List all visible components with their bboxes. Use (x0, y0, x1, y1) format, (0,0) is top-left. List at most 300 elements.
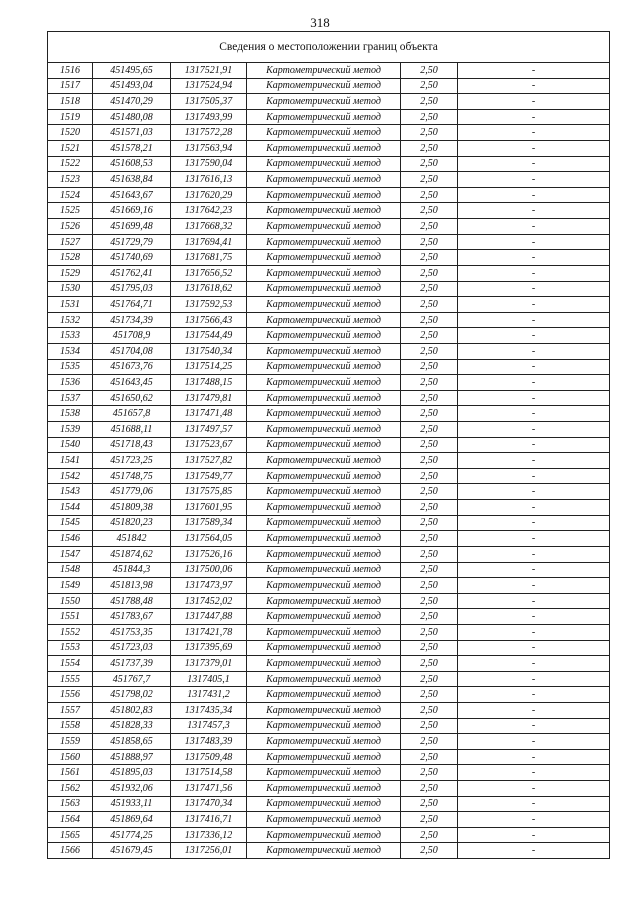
accuracy-cell: 2,50 (401, 265, 458, 281)
point-number-cell: 1529 (48, 265, 93, 281)
y-coordinate-cell: 1317681,75 (171, 250, 247, 266)
x-coordinate-cell: 451740,69 (93, 250, 171, 266)
x-coordinate-cell: 451788,48 (93, 593, 171, 609)
description-cell: - (458, 843, 610, 859)
x-coordinate-cell: 451650,62 (93, 390, 171, 406)
point-number-cell: 1535 (48, 359, 93, 375)
y-coordinate-cell: 1317435,34 (171, 702, 247, 718)
method-cell: Картометрический метод (247, 141, 401, 157)
point-number-cell: 1564 (48, 812, 93, 828)
x-coordinate-cell: 451493,04 (93, 78, 171, 94)
point-number-cell: 1562 (48, 781, 93, 797)
method-cell: Картометрический метод (247, 94, 401, 110)
y-coordinate-cell: 1317379,01 (171, 656, 247, 672)
x-coordinate-cell: 451842 (93, 531, 171, 547)
accuracy-cell: 2,50 (401, 484, 458, 500)
x-coordinate-cell: 451809,38 (93, 500, 171, 516)
method-cell: Картометрический метод (247, 250, 401, 266)
method-cell: Картометрический метод (247, 702, 401, 718)
x-coordinate-cell: 451495,65 (93, 63, 171, 79)
x-coordinate-cell: 451753,35 (93, 624, 171, 640)
accuracy-cell: 2,50 (401, 141, 458, 157)
table-row (48, 718, 610, 734)
point-number-cell: 1561 (48, 765, 93, 781)
method-cell: Картометрический метод (247, 546, 401, 562)
table-row (48, 406, 610, 422)
point-number-cell: 1518 (48, 94, 93, 110)
accuracy-cell: 2,50 (401, 796, 458, 812)
y-coordinate-cell: 1317642,23 (171, 203, 247, 219)
accuracy-cell: 2,50 (401, 375, 458, 391)
table-row (48, 734, 610, 750)
accuracy-cell: 2,50 (401, 156, 458, 172)
point-number-cell: 1548 (48, 562, 93, 578)
description-cell: - (458, 500, 610, 516)
table-row (48, 281, 610, 297)
accuracy-cell: 2,50 (401, 468, 458, 484)
table-row (48, 328, 610, 344)
description-cell: - (458, 687, 610, 703)
point-number-cell: 1559 (48, 734, 93, 750)
table-row (48, 297, 610, 313)
description-cell: - (458, 812, 610, 828)
point-number-cell: 1522 (48, 156, 93, 172)
y-coordinate-cell: 1317473,97 (171, 578, 247, 594)
table-row (48, 484, 610, 500)
accuracy-cell: 2,50 (401, 63, 458, 79)
table-row (48, 78, 610, 94)
x-coordinate-cell: 451798,02 (93, 687, 171, 703)
table-row (48, 765, 610, 781)
point-number-cell: 1566 (48, 843, 93, 859)
description-cell: - (458, 265, 610, 281)
y-coordinate-cell: 1317540,34 (171, 343, 247, 359)
method-cell: Картометрический метод (247, 109, 401, 125)
y-coordinate-cell: 1317523,67 (171, 437, 247, 453)
description-cell: - (458, 343, 610, 359)
y-coordinate-cell: 1317514,58 (171, 765, 247, 781)
x-coordinate-cell: 451571,03 (93, 125, 171, 141)
point-number-cell: 1519 (48, 109, 93, 125)
x-coordinate-cell: 451699,48 (93, 219, 171, 235)
point-number-cell: 1526 (48, 219, 93, 235)
table-row (48, 624, 610, 640)
accuracy-cell: 2,50 (401, 500, 458, 516)
accuracy-cell: 2,50 (401, 578, 458, 594)
point-number-cell: 1557 (48, 702, 93, 718)
x-coordinate-cell: 451673,76 (93, 359, 171, 375)
x-coordinate-cell: 451643,45 (93, 375, 171, 391)
description-cell: - (458, 422, 610, 438)
point-number-cell: 1546 (48, 531, 93, 547)
y-coordinate-cell: 1317566,43 (171, 312, 247, 328)
x-coordinate-cell: 451470,29 (93, 94, 171, 110)
y-coordinate-cell: 1317575,85 (171, 484, 247, 500)
description-cell: - (458, 172, 610, 188)
accuracy-cell: 2,50 (401, 125, 458, 141)
x-coordinate-cell: 451795,03 (93, 281, 171, 297)
x-coordinate-cell: 451762,41 (93, 265, 171, 281)
boundary-coordinates-table (47, 31, 609, 859)
x-coordinate-cell: 451638,84 (93, 172, 171, 188)
y-coordinate-cell: 1317549,77 (171, 468, 247, 484)
description-cell: - (458, 219, 610, 235)
point-number-cell: 1524 (48, 187, 93, 203)
method-cell: Картометрический метод (247, 515, 401, 531)
y-coordinate-cell: 1317524,94 (171, 78, 247, 94)
table-row (48, 609, 610, 625)
point-number-cell: 1563 (48, 796, 93, 812)
point-number-cell: 1554 (48, 656, 93, 672)
table-row (48, 109, 610, 125)
table-row (48, 390, 610, 406)
x-coordinate-cell: 451578,21 (93, 141, 171, 157)
y-coordinate-cell: 1317416,71 (171, 812, 247, 828)
x-coordinate-cell: 451723,03 (93, 640, 171, 656)
point-number-cell: 1521 (48, 141, 93, 157)
y-coordinate-cell: 1317618,62 (171, 281, 247, 297)
table-row (48, 546, 610, 562)
point-number-cell: 1558 (48, 718, 93, 734)
table-row (48, 343, 610, 359)
method-cell: Картометрический метод (247, 593, 401, 609)
description-cell: - (458, 156, 610, 172)
point-number-cell: 1532 (48, 312, 93, 328)
method-cell: Картометрический метод (247, 749, 401, 765)
table-body (48, 63, 610, 859)
accuracy-cell: 2,50 (401, 203, 458, 219)
accuracy-cell: 2,50 (401, 343, 458, 359)
method-cell: Картометрический метод (247, 843, 401, 859)
accuracy-cell: 2,50 (401, 718, 458, 734)
x-coordinate-cell: 451783,67 (93, 609, 171, 625)
point-number-cell: 1544 (48, 500, 93, 516)
description-cell: - (458, 437, 610, 453)
y-coordinate-cell: 1317668,32 (171, 219, 247, 235)
description-cell: - (458, 718, 610, 734)
description-cell: - (458, 796, 610, 812)
table-row (48, 843, 610, 859)
method-cell: Картометрический метод (247, 468, 401, 484)
point-number-cell: 1530 (48, 281, 93, 297)
accuracy-cell: 2,50 (401, 422, 458, 438)
point-number-cell: 1517 (48, 78, 93, 94)
x-coordinate-cell: 451779,06 (93, 484, 171, 500)
description-cell: - (458, 515, 610, 531)
point-number-cell: 1525 (48, 203, 93, 219)
description-cell: - (458, 375, 610, 391)
y-coordinate-cell: 1317526,16 (171, 546, 247, 562)
description-cell: - (458, 562, 610, 578)
y-coordinate-cell: 1317563,94 (171, 141, 247, 157)
y-coordinate-cell: 1317488,15 (171, 375, 247, 391)
description-cell: - (458, 546, 610, 562)
method-cell: Картометрический метод (247, 562, 401, 578)
table-row (48, 796, 610, 812)
table-row (48, 671, 610, 687)
method-cell: Картометрический метод (247, 734, 401, 750)
y-coordinate-cell: 1317564,05 (171, 531, 247, 547)
y-coordinate-cell: 1317620,29 (171, 187, 247, 203)
y-coordinate-cell: 1317601,95 (171, 500, 247, 516)
accuracy-cell: 2,50 (401, 78, 458, 94)
x-coordinate-cell: 451748,75 (93, 468, 171, 484)
y-coordinate-cell: 1317500,06 (171, 562, 247, 578)
table-row (48, 234, 610, 250)
table-row (48, 265, 610, 281)
table-caption: Сведения о местоположении границ объекта (48, 32, 610, 63)
method-cell: Картометрический метод (247, 624, 401, 640)
x-coordinate-cell: 451828,33 (93, 718, 171, 734)
table-row (48, 468, 610, 484)
method-cell: Картометрический метод (247, 281, 401, 297)
point-number-cell: 1555 (48, 671, 93, 687)
description-cell: - (458, 734, 610, 750)
description-cell: - (458, 359, 610, 375)
method-cell: Картометрический метод (247, 187, 401, 203)
table-row (48, 187, 610, 203)
table-row (48, 219, 610, 235)
point-number-cell: 1539 (48, 422, 93, 438)
x-coordinate-cell: 451933,11 (93, 796, 171, 812)
method-cell: Картометрический метод (247, 390, 401, 406)
y-coordinate-cell: 1317509,48 (171, 749, 247, 765)
accuracy-cell: 2,50 (401, 359, 458, 375)
accuracy-cell: 2,50 (401, 702, 458, 718)
description-cell: - (458, 406, 610, 422)
point-number-cell: 1560 (48, 749, 93, 765)
accuracy-cell: 2,50 (401, 437, 458, 453)
y-coordinate-cell: 1317656,52 (171, 265, 247, 281)
y-coordinate-cell: 1317479,81 (171, 390, 247, 406)
description-cell: - (458, 141, 610, 157)
accuracy-cell: 2,50 (401, 109, 458, 125)
y-coordinate-cell: 1317471,56 (171, 781, 247, 797)
accuracy-cell: 2,50 (401, 640, 458, 656)
x-coordinate-cell: 451679,45 (93, 843, 171, 859)
x-coordinate-cell: 451480,08 (93, 109, 171, 125)
y-coordinate-cell: 1317497,57 (171, 422, 247, 438)
description-cell: - (458, 593, 610, 609)
method-cell: Картометрический метод (247, 172, 401, 188)
method-cell: Картометрический метод (247, 422, 401, 438)
y-coordinate-cell: 1317395,69 (171, 640, 247, 656)
description-cell: - (458, 390, 610, 406)
accuracy-cell: 2,50 (401, 624, 458, 640)
method-cell: Картометрический метод (247, 640, 401, 656)
accuracy-cell: 2,50 (401, 827, 458, 843)
method-cell: Картометрический метод (247, 671, 401, 687)
description-cell: - (458, 94, 610, 110)
description-cell: - (458, 328, 610, 344)
point-number-cell: 1520 (48, 125, 93, 141)
x-coordinate-cell: 451708,9 (93, 328, 171, 344)
accuracy-cell: 2,50 (401, 749, 458, 765)
accuracy-cell: 2,50 (401, 843, 458, 859)
method-cell: Картометрический метод (247, 156, 401, 172)
y-coordinate-cell: 1317521,91 (171, 63, 247, 79)
method-cell: Картометрический метод (247, 578, 401, 594)
point-number-cell: 1556 (48, 687, 93, 703)
y-coordinate-cell: 1317572,28 (171, 125, 247, 141)
accuracy-cell: 2,50 (401, 312, 458, 328)
point-number-cell: 1531 (48, 297, 93, 313)
x-coordinate-cell: 451729,79 (93, 234, 171, 250)
description-cell: - (458, 297, 610, 313)
method-cell: Картометрический метод (247, 796, 401, 812)
accuracy-cell: 2,50 (401, 546, 458, 562)
y-coordinate-cell: 1317694,41 (171, 234, 247, 250)
method-cell: Картометрический метод (247, 437, 401, 453)
x-coordinate-cell: 451704,08 (93, 343, 171, 359)
x-coordinate-cell: 451802,83 (93, 702, 171, 718)
x-coordinate-cell: 451813,98 (93, 578, 171, 594)
description-cell: - (458, 187, 610, 203)
description-cell: - (458, 656, 610, 672)
point-number-cell: 1534 (48, 343, 93, 359)
table-row (48, 578, 610, 594)
point-number-cell: 1538 (48, 406, 93, 422)
description-cell: - (458, 609, 610, 625)
point-number-cell: 1516 (48, 63, 93, 79)
accuracy-cell: 2,50 (401, 765, 458, 781)
description-cell: - (458, 63, 610, 79)
x-coordinate-cell: 451767,7 (93, 671, 171, 687)
description-cell: - (458, 624, 610, 640)
y-coordinate-cell: 1317590,04 (171, 156, 247, 172)
point-number-cell: 1537 (48, 390, 93, 406)
point-number-cell: 1527 (48, 234, 93, 250)
accuracy-cell: 2,50 (401, 812, 458, 828)
table-row (48, 656, 610, 672)
table-row (48, 94, 610, 110)
table-row (48, 250, 610, 266)
method-cell: Картометрический метод (247, 125, 401, 141)
method-cell: Картометрический метод (247, 203, 401, 219)
description-cell: - (458, 827, 610, 843)
point-number-cell: 1549 (48, 578, 93, 594)
description-cell: - (458, 640, 610, 656)
table-row (48, 141, 610, 157)
method-cell: Картометрический метод (247, 297, 401, 313)
description-cell: - (458, 281, 610, 297)
table-row (48, 172, 610, 188)
method-cell: Картометрический метод (247, 328, 401, 344)
x-coordinate-cell: 451820,23 (93, 515, 171, 531)
method-cell: Картометрический метод (247, 765, 401, 781)
x-coordinate-cell: 451844,3 (93, 562, 171, 578)
table-row (48, 63, 610, 79)
y-coordinate-cell: 1317452,02 (171, 593, 247, 609)
method-cell: Картометрический метод (247, 531, 401, 547)
description-cell: - (458, 484, 610, 500)
point-number-cell: 1523 (48, 172, 93, 188)
method-cell: Картометрический метод (247, 406, 401, 422)
accuracy-cell: 2,50 (401, 593, 458, 609)
accuracy-cell: 2,50 (401, 187, 458, 203)
x-coordinate-cell: 451764,71 (93, 297, 171, 313)
table-row (48, 359, 610, 375)
y-coordinate-cell: 1317592,53 (171, 297, 247, 313)
x-coordinate-cell: 451688,11 (93, 422, 171, 438)
table-row (48, 453, 610, 469)
method-cell: Картометрический метод (247, 219, 401, 235)
table-row (48, 156, 610, 172)
accuracy-cell: 2,50 (401, 656, 458, 672)
table-row (48, 749, 610, 765)
table-row (48, 812, 610, 828)
table-row (48, 593, 610, 609)
table-row (48, 203, 610, 219)
point-number-cell: 1528 (48, 250, 93, 266)
description-cell: - (458, 453, 610, 469)
y-coordinate-cell: 1317505,37 (171, 94, 247, 110)
method-cell: Картометрический метод (247, 63, 401, 79)
description-cell: - (458, 749, 610, 765)
accuracy-cell: 2,50 (401, 531, 458, 547)
x-coordinate-cell: 451774,25 (93, 827, 171, 843)
y-coordinate-cell: 1317256,01 (171, 843, 247, 859)
x-coordinate-cell: 451608,53 (93, 156, 171, 172)
x-coordinate-cell: 451874,62 (93, 546, 171, 562)
point-number-cell: 1550 (48, 593, 93, 609)
description-cell: - (458, 250, 610, 266)
accuracy-cell: 2,50 (401, 453, 458, 469)
accuracy-cell: 2,50 (401, 562, 458, 578)
y-coordinate-cell: 1317483,39 (171, 734, 247, 750)
point-number-cell: 1543 (48, 484, 93, 500)
method-cell: Картометрический метод (247, 812, 401, 828)
accuracy-cell: 2,50 (401, 94, 458, 110)
table-row (48, 125, 610, 141)
table-row (48, 375, 610, 391)
y-coordinate-cell: 1317493,99 (171, 109, 247, 125)
x-coordinate-cell: 451718,43 (93, 437, 171, 453)
y-coordinate-cell: 1317514,25 (171, 359, 247, 375)
method-cell: Картометрический метод (247, 687, 401, 703)
page-number: 318 (310, 15, 330, 30)
x-coordinate-cell: 451858,65 (93, 734, 171, 750)
point-number-cell: 1551 (48, 609, 93, 625)
point-number-cell: 1542 (48, 468, 93, 484)
y-coordinate-cell: 1317616,13 (171, 172, 247, 188)
method-cell: Картометрический метод (247, 359, 401, 375)
description-cell: - (458, 203, 610, 219)
point-number-cell: 1541 (48, 453, 93, 469)
method-cell: Картометрический метод (247, 656, 401, 672)
accuracy-cell: 2,50 (401, 609, 458, 625)
table-row (48, 702, 610, 718)
x-coordinate-cell: 451895,03 (93, 765, 171, 781)
point-number-cell: 1552 (48, 624, 93, 640)
x-coordinate-cell: 451669,16 (93, 203, 171, 219)
y-coordinate-cell: 1317405,1 (171, 671, 247, 687)
y-coordinate-cell: 1317431,2 (171, 687, 247, 703)
table-row (48, 531, 610, 547)
method-cell: Картометрический метод (247, 453, 401, 469)
description-cell: - (458, 312, 610, 328)
table-row (48, 781, 610, 797)
method-cell: Картометрический метод (247, 265, 401, 281)
accuracy-cell: 2,50 (401, 390, 458, 406)
method-cell: Картометрический метод (247, 609, 401, 625)
accuracy-cell: 2,50 (401, 219, 458, 235)
description-cell: - (458, 781, 610, 797)
x-coordinate-cell: 451657,8 (93, 406, 171, 422)
description-cell: - (458, 234, 610, 250)
point-number-cell: 1533 (48, 328, 93, 344)
accuracy-cell: 2,50 (401, 781, 458, 797)
